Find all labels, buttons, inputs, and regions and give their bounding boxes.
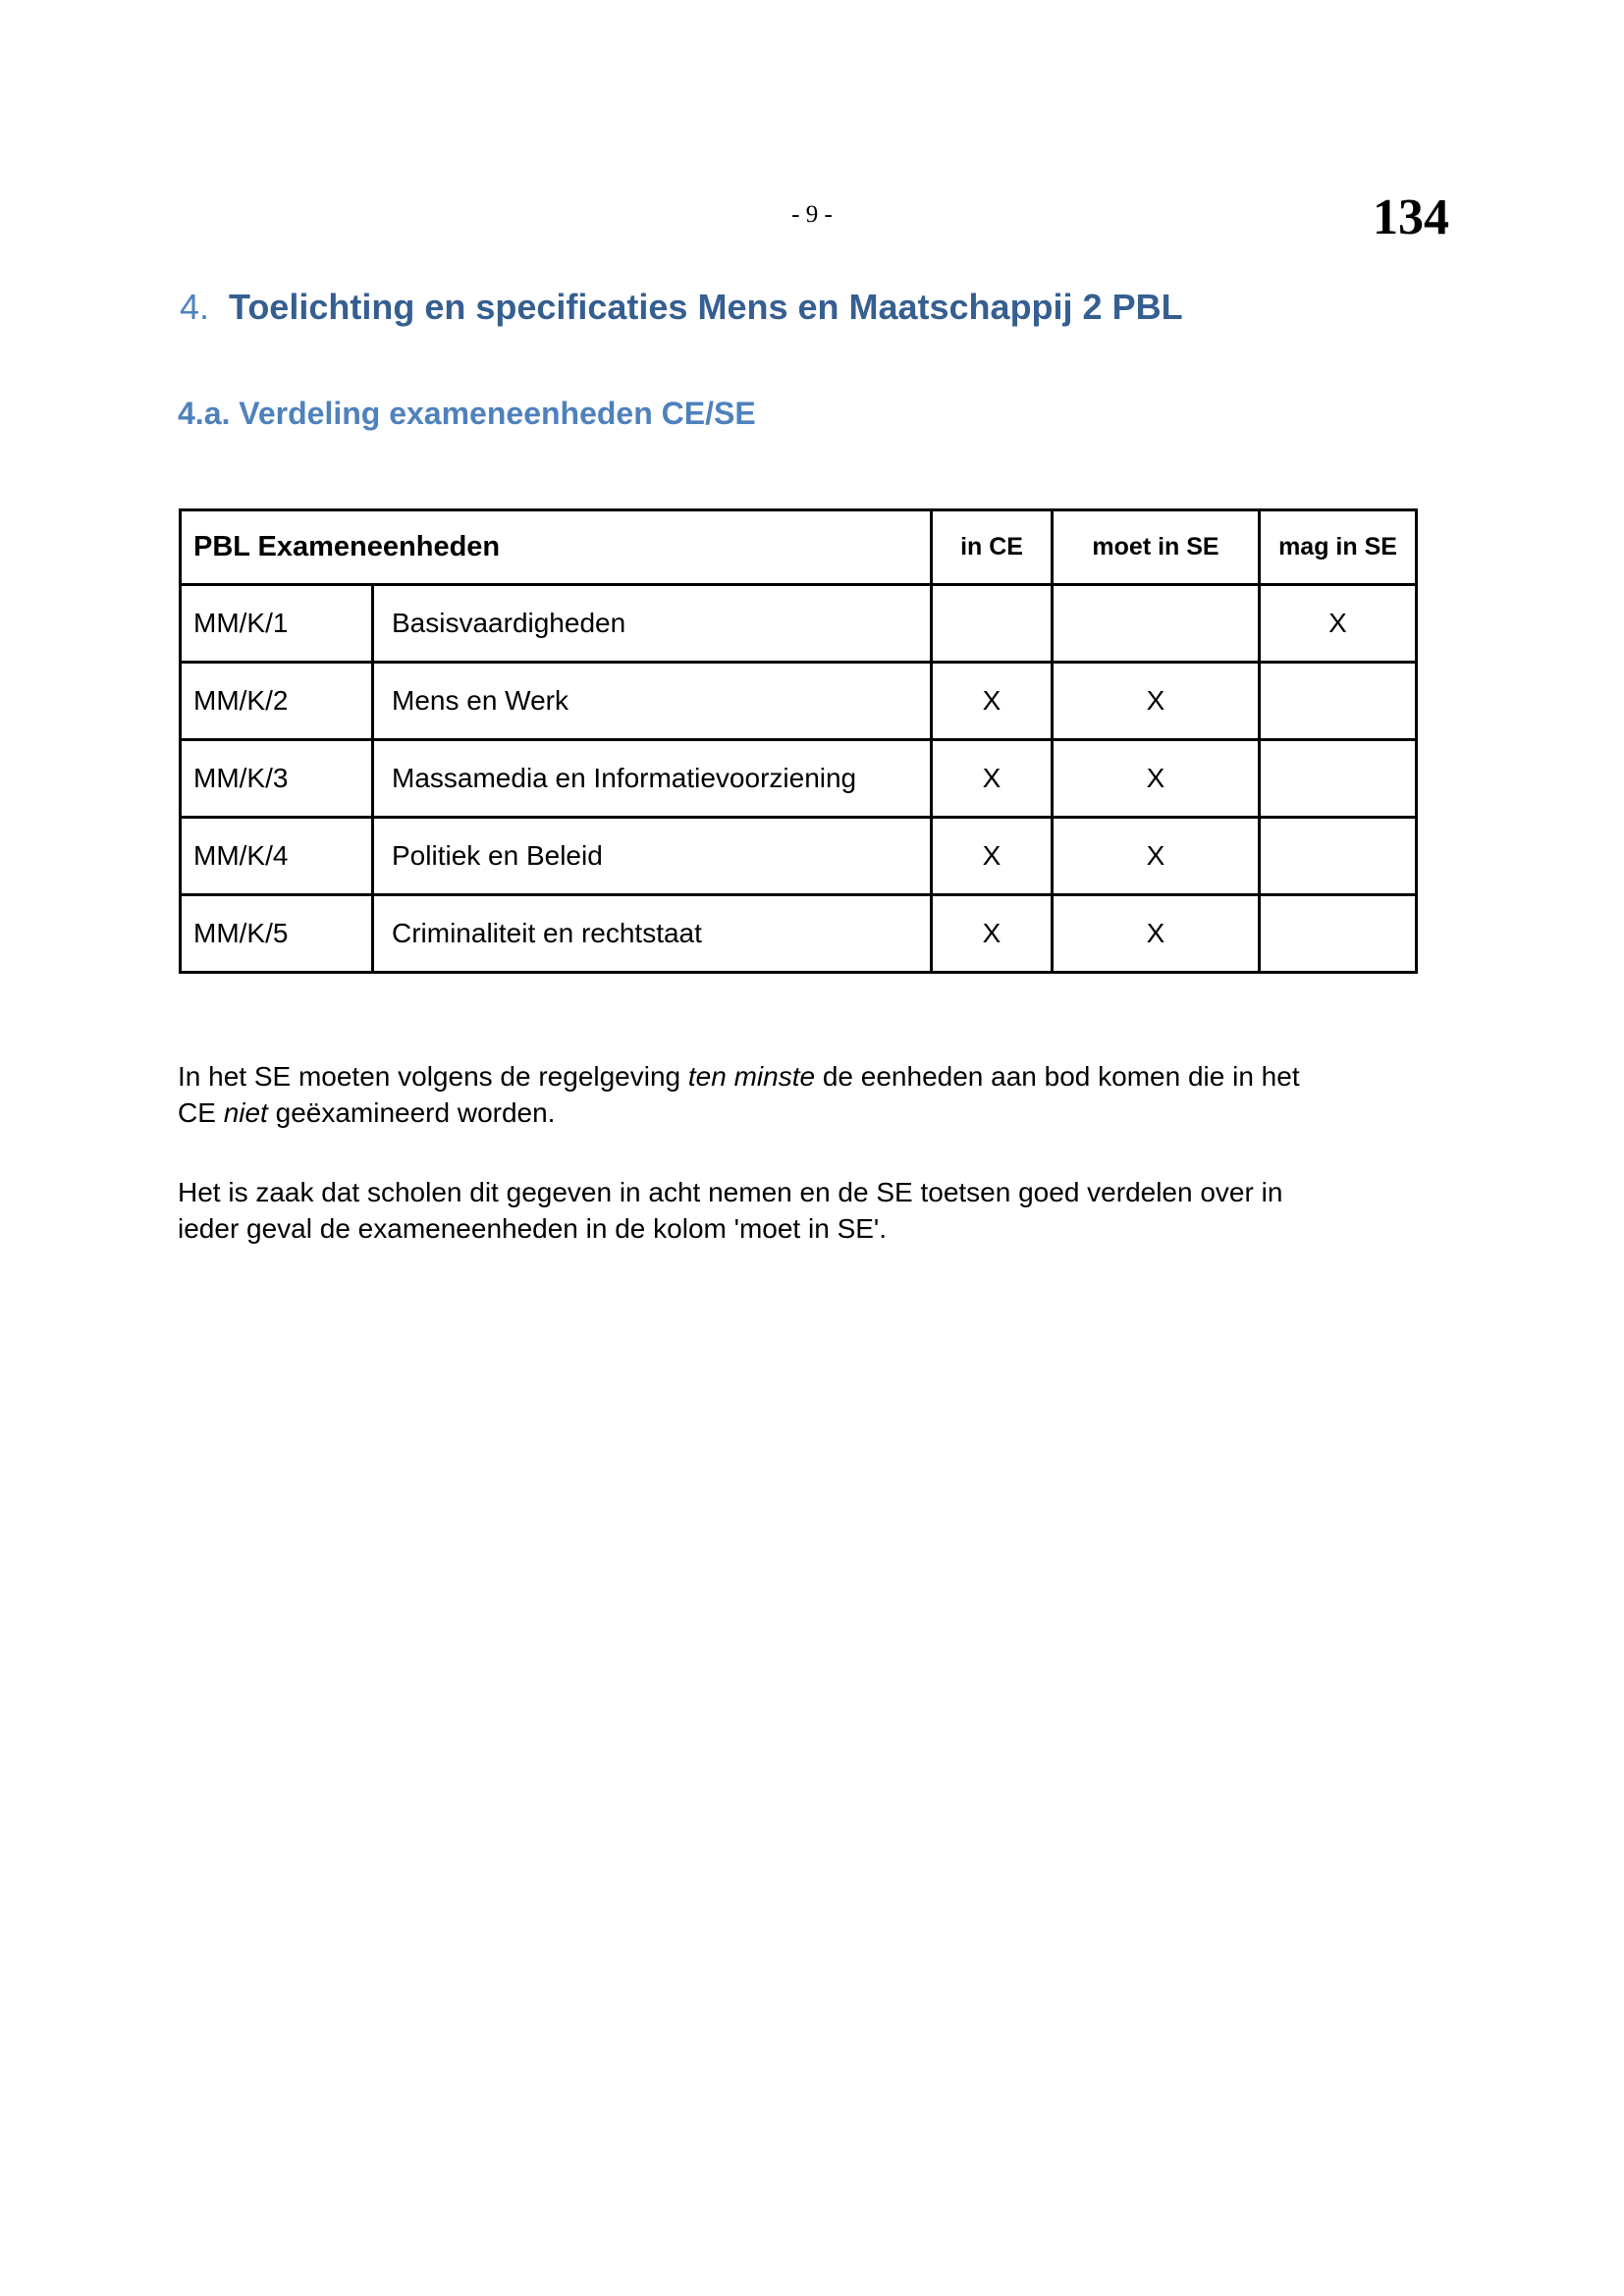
column-header-moet-in-se: moet in SE	[1053, 510, 1260, 585]
table-row	[181, 585, 1417, 663]
text-run: Het is zaak dat scholen dit gegeven in acht nemen en de SE toetsen goed verdelen over in	[178, 1177, 1283, 1207]
mark-moet-in-se: X	[1053, 818, 1260, 895]
column-header-pbl-exameneenheden: PBL Exameneenheden	[181, 510, 932, 585]
subsection-heading: 4.a. Verdeling exameneenheden CE/SE	[178, 396, 756, 431]
mark-in-ce: X	[932, 895, 1053, 973]
text-run-italic: ten minste	[687, 1061, 816, 1092]
unit-code: MM/K/5	[181, 895, 373, 973]
unit-name: Criminaliteit en rechtstaat	[373, 895, 932, 973]
paragraph-se-toetsen-advies	[178, 1174, 1474, 1247]
mark-mag-in-se: X	[1260, 585, 1417, 663]
table-row	[181, 740, 1417, 818]
unit-name: Politiek en Beleid	[373, 818, 932, 895]
text-run: geëxamineerd worden.	[267, 1097, 556, 1128]
table-row	[181, 818, 1417, 895]
folio-number: 134	[1373, 189, 1449, 245]
text-run: In het SE moeten volgens de regelgeving	[178, 1061, 688, 1092]
mark-in-ce: X	[932, 818, 1053, 895]
mark-mag-in-se	[1260, 663, 1417, 740]
exam-units-table	[179, 508, 1418, 974]
unit-name: Basisvaardigheden	[373, 585, 932, 663]
table-row	[181, 895, 1417, 973]
table-row	[181, 663, 1417, 740]
paragraph-se-regelgeving	[178, 1058, 1474, 1131]
unit-name: Mens en Werk	[373, 663, 932, 740]
unit-code: MM/K/4	[181, 818, 373, 895]
mark-in-ce	[932, 585, 1053, 663]
mark-moet-in-se: X	[1053, 895, 1260, 973]
section-heading	[180, 287, 1183, 327]
mark-moet-in-se: X	[1053, 663, 1260, 740]
unit-name: Massamedia en Informatievoorziening	[373, 740, 932, 818]
section-heading-title: Toelichting en specificaties Mens en Maatschappij 2 PBL	[229, 287, 1183, 327]
page-number: - 9 -	[791, 201, 833, 228]
table-header-row	[181, 510, 1417, 585]
mark-moet-in-se: X	[1053, 740, 1260, 818]
unit-code: MM/K/2	[181, 663, 373, 740]
mark-mag-in-se	[1260, 818, 1417, 895]
unit-code: MM/K/1	[181, 585, 373, 663]
text-run: de eenheden aan bod komen die in het	[815, 1061, 1300, 1092]
mark-in-ce: X	[932, 740, 1053, 818]
text-run: ieder geval de exameneenheden in de kolom 'moet in SE'.	[178, 1213, 888, 1244]
section-heading-number: 4.	[180, 287, 210, 327]
column-header-in-ce: in CE	[932, 510, 1053, 585]
column-header-mag-in-se: mag in SE	[1260, 510, 1417, 585]
text-run-italic: niet	[223, 1097, 268, 1128]
unit-code: MM/K/3	[181, 740, 373, 818]
mark-mag-in-se	[1260, 740, 1417, 818]
mark-moet-in-se	[1053, 585, 1260, 663]
mark-mag-in-se	[1260, 895, 1417, 973]
text-run: CE	[178, 1097, 224, 1128]
mark-in-ce: X	[932, 663, 1053, 740]
